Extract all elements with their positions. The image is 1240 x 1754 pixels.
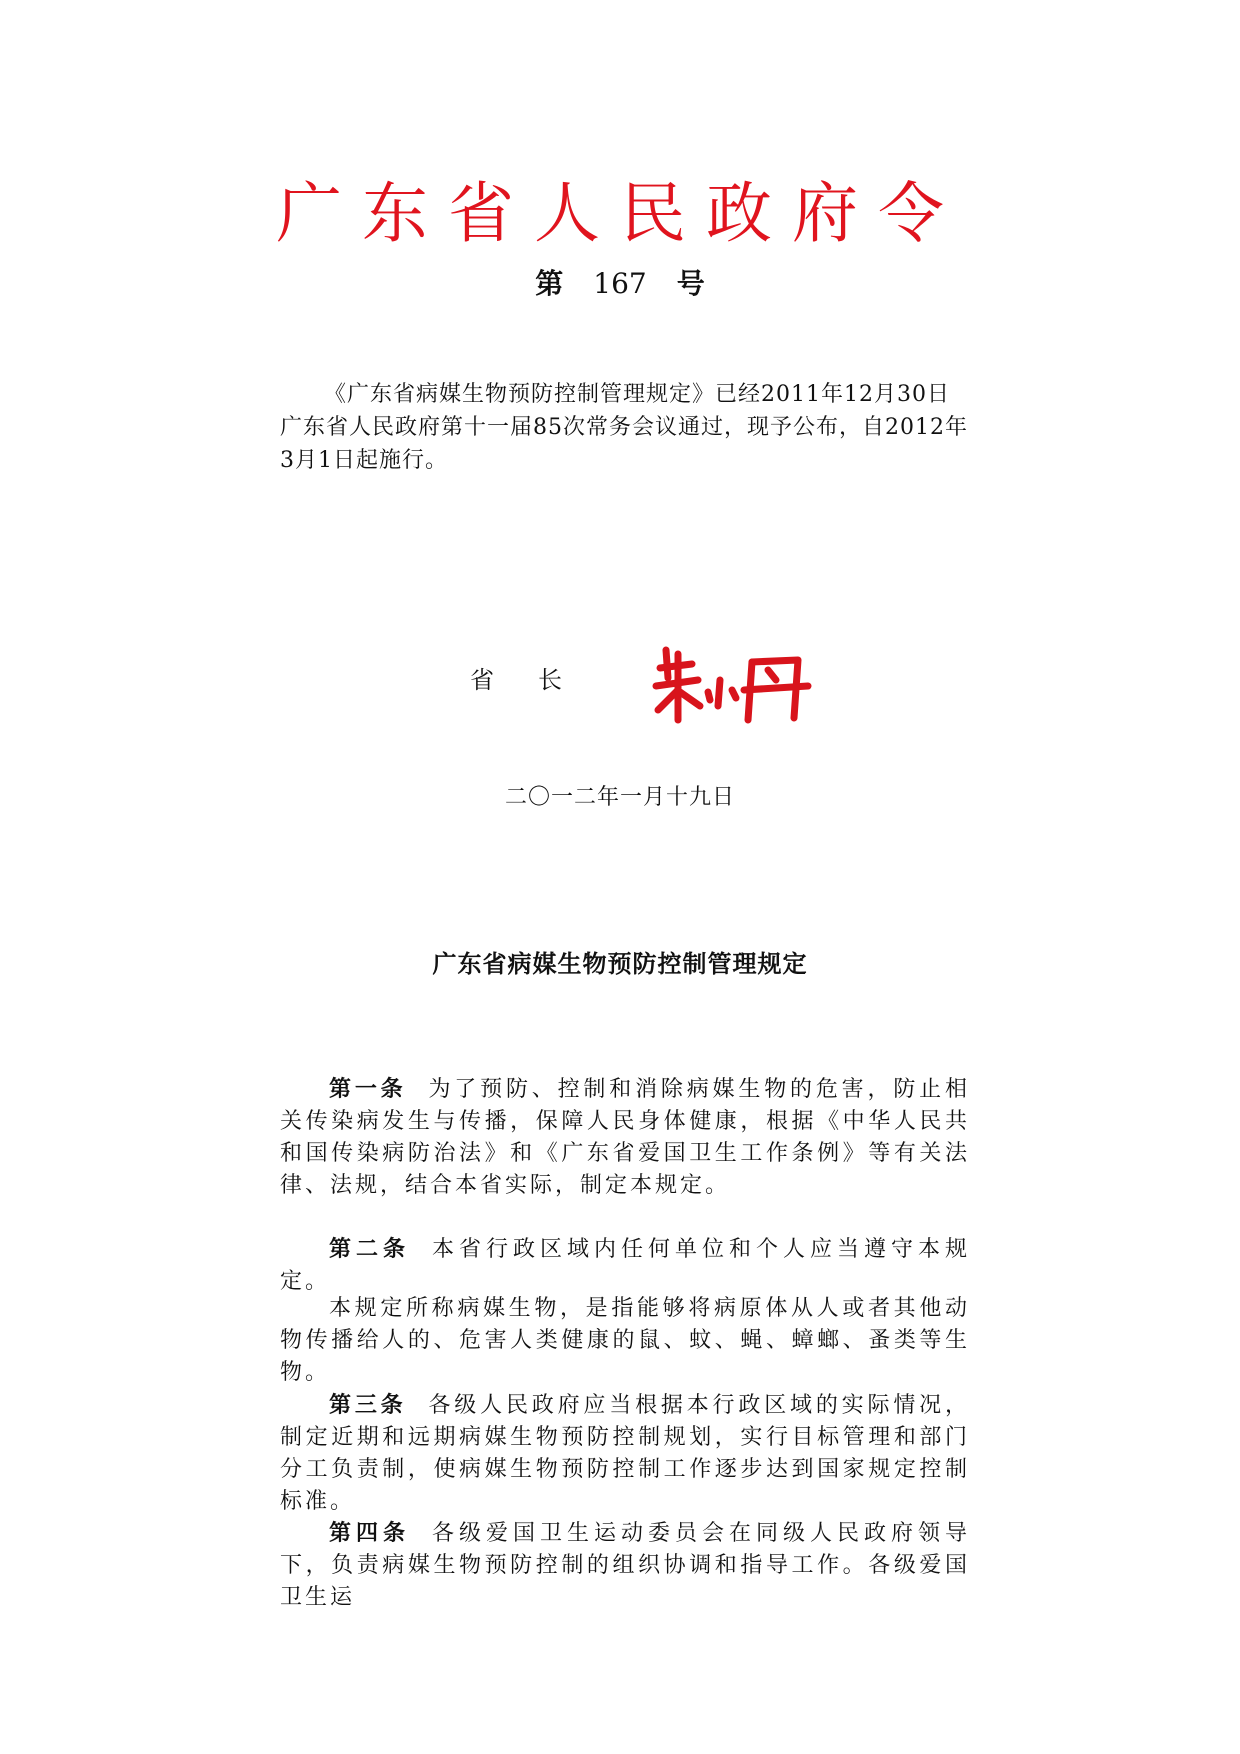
article-1 [280,1073,970,1202]
article-2-paragraph-2 [280,1293,970,1389]
signature-block [470,640,870,730]
article-number: 第四条 [329,1520,410,1546]
article-3 [280,1389,970,1518]
article-number: 第三条 [329,1392,407,1418]
decree-title: 广东省人民政府令 [276,175,964,252]
number-suffix: 号 [676,267,705,300]
number-value: 167 [593,267,647,300]
article-text: 各级爱国卫生运动委员会在同级人民政府领导下，负责病媒生物预防控制的组织协调和指导工作。各级爱国卫生运 [280,1521,970,1610]
signature-label: 省长 [470,666,606,694]
article-text: 本规定所称病媒生物，是指能够将病原体从人或者其他动物传播给人的、危害人类健康的鼠、蚊、蝇、蟑螂、蚤类等生物。 [280,1296,970,1385]
article-text: 各级人民政府应当根据本行政区域的实际情况，制定近期和远期病媒生物预防控制规划，实行目标管理和部门分工负责制，使病媒生物预防控制工作逐步达到国家规定控制标准。 [280,1393,970,1514]
issue-date: 二〇一二年一月十九日 [504,785,735,810]
article-2 [280,1233,970,1298]
article-number: 第一条 [329,1076,407,1102]
article-4 [280,1517,970,1614]
number-prefix: 第 [535,267,564,300]
promulgation-text: 《广东省病媒生物预防控制管理规定》已经2011年12月30日广东省人民政府第十一届85次常务会议通过，现予公布，自2012年3月1日起施行。 [280,382,968,473]
regulation-title: 广东省病媒生物预防控制管理规定 [432,949,808,978]
article-text: 本省行政区域内任何单位和个人应当遵守本规定。 [280,1237,970,1294]
decree-number [0,262,1240,302]
article-number: 第二条 [329,1236,410,1262]
handwritten-signature [648,640,828,730]
article-text: 为了预防、控制和消除病媒生物的危害，防止相关传染病发生与传播，保障人民身体健康，根据《中华人民共和国传染病防治法》和《广东省爱国卫生工作条例》等有关法律、法规，结合本省实际，制定本规定。 [280,1077,970,1198]
